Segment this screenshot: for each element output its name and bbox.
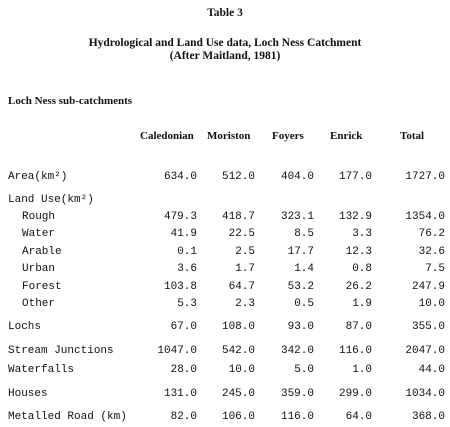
table-cell: 245.0 [221,388,255,400]
table-title: Table 3 [207,7,243,19]
table-cell: 5.3 [177,298,197,310]
table-cell: 64.7 [228,281,255,293]
table-cell: 22.5 [228,228,255,240]
column-header-caledonian: Caledonian [140,130,194,142]
table-heading-line-2: (After Maitland, 1981) [169,50,281,62]
column-header-moriston: Moriston [207,130,251,142]
table-cell: 1727.0 [405,171,445,183]
section-subheading: Loch Ness sub-catchments [8,95,133,107]
table-cell: 0.8 [352,263,372,275]
table-cell: 116.0 [338,345,372,357]
table-cell: 103.8 [163,281,197,293]
row-label: Houses [8,388,48,400]
table-cell: 323.1 [280,211,314,223]
table-cell: 2047.0 [405,345,445,357]
table-cell: 32.6 [418,246,445,258]
table-cell: 93.0 [287,321,314,333]
table-cell: 76.2 [418,228,445,240]
table-cell: 82.0 [170,411,197,423]
table-cell: 512.0 [221,171,255,183]
table-cell: 87.0 [345,321,372,333]
table-cell: 1047.0 [157,345,197,357]
row-label: Area(km²) [8,171,68,183]
table-cell: 342.0 [280,345,314,357]
table-cell: 0.5 [294,298,314,310]
column-header-total: Total [400,130,425,142]
table-cell: 1034.0 [405,388,445,400]
table-cell: 7.5 [425,263,445,275]
table-cell: 1354.0 [405,211,445,223]
table-cell: 12.3 [345,246,372,258]
row-label: Arable [22,246,62,258]
row-label: Water [22,228,56,240]
table-cell: 28.0 [170,364,197,376]
table-cell: 404.0 [280,171,314,183]
table-cell: 1.4 [294,263,314,275]
table-cell: 10.0 [228,364,255,376]
table-cell: 359.0 [280,388,314,400]
table-cell: 1.9 [352,298,372,310]
column-header-foyers: Foyers [272,130,304,142]
table-cell: 64.0 [345,411,372,423]
row-label: Metalled Road (km) [8,411,127,423]
table-cell: 418.7 [221,211,255,223]
row-label: Lochs [8,321,42,333]
table-cell: 1.0 [352,364,372,376]
row-label: Waterfalls [8,364,75,376]
table-cell: 634.0 [163,171,197,183]
table-cell: 67.0 [170,321,197,333]
table-cell: 108.0 [221,321,255,333]
row-label: Forest [22,281,62,293]
table-cell: 3.6 [177,263,197,275]
table-heading-line-1: Hydrological and Land Use data, Loch Ness Catchment [88,37,362,49]
table-cell: 368.0 [411,411,445,423]
table-cell: 3.3 [352,228,372,240]
table-cell: 1.7 [235,263,255,275]
table-cell: 8.5 [294,228,314,240]
row-label: Rough [22,211,56,223]
table-cell: 479.3 [163,211,197,223]
table-cell: 0.1 [177,246,197,258]
row-label: Urban [22,263,56,275]
column-header-enrick: Enrick [330,130,363,142]
table-cell: 247.9 [411,281,445,293]
table-cell: 131.0 [163,388,197,400]
row-label: Land Use(km²) [8,194,94,206]
table-cell: 26.2 [345,281,372,293]
table-cell: 17.7 [287,246,314,258]
table-cell: 106.0 [221,411,255,423]
table-cell: 44.0 [418,364,445,376]
table-cell: 2.5 [235,246,255,258]
row-label: Other [22,298,56,310]
table-cell: 542.0 [221,345,255,357]
table-cell: 53.2 [287,281,314,293]
table-cell: 132.9 [338,211,372,223]
table-cell: 355.0 [411,321,445,333]
table-cell: 299.0 [338,388,372,400]
table-cell: 41.9 [170,228,197,240]
table-cell: 10.0 [418,298,445,310]
row-label: Stream Junctions [8,345,114,357]
table-cell: 5.0 [294,364,314,376]
table-cell: 2.3 [235,298,255,310]
table-cell: 177.0 [338,171,372,183]
table-cell: 116.0 [280,411,314,423]
